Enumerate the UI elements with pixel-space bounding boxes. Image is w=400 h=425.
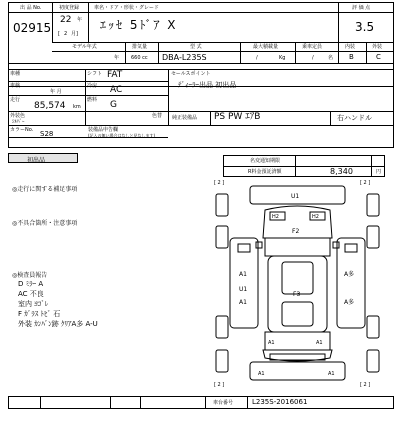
color-code-label: カラーNo. <box>10 127 34 133</box>
inspection-unit: 年 月 <box>50 89 62 95</box>
diag-h2-right: H2 <box>312 214 319 220</box>
inspection-title: ◎検査員報告 <box>12 272 48 279</box>
registration-year-unit: 年 <box>77 17 83 23</box>
diag-a1-mid: A1 <box>239 299 247 306</box>
model-year-label: モデル年式 <box>72 44 97 50</box>
supplement-title: ◎走行に関する補足事項 <box>12 186 78 193</box>
car-name: ｴｯｾ 5ﾄﾞｱ X <box>100 18 178 32</box>
displacement-value: 660 cc <box>131 55 148 61</box>
displacement-label: 排気量 <box>132 44 148 50</box>
first-registration-label: 初度登録 <box>59 5 80 11</box>
inspection-line: F ｶﾞﾗｽ ﾄﾋﾞ 石 <box>18 310 61 318</box>
recycle-label: R料金預託済額 <box>248 169 282 175</box>
payload-label: 最大積載量 <box>253 44 279 50</box>
diag-h2-left: H2 <box>272 214 279 220</box>
recycle-unit: 円 <box>376 169 382 175</box>
inspection-line: D ﾐﾗｰ A <box>18 280 44 288</box>
inspection-line: 外装 ｶﾝﾊﾞﾝ跡 ｸﾘｱA多 A-U <box>18 320 98 328</box>
inspection-lines <box>18 279 98 329</box>
equipment-warning-label: 装備品申告欄 <box>88 127 119 133</box>
capacity-unit: 名 <box>328 55 334 61</box>
inspection-label: 車検 <box>10 83 21 89</box>
interior-label: 内装 <box>345 44 356 50</box>
lot-number: 02915 <box>13 21 52 35</box>
recycle-value: 8,340 <box>330 167 353 176</box>
equipment-value: PS PW ｴｱB <box>214 112 261 122</box>
ac-value: AC <box>110 85 123 95</box>
model-year-unit: 年 <box>114 55 120 61</box>
mileage-label: 走行 <box>10 97 21 103</box>
inspection-line: 室内 ﾖｺﾞﾚ <box>18 300 49 308</box>
selling-point-label: セールスポイント <box>171 71 211 77</box>
diag-a1-bottom-left: A1 <box>258 371 265 377</box>
frame-number-label: 車台番号 <box>213 400 234 406</box>
month-open: [ <box>58 31 60 37</box>
mileage-unit: km <box>73 104 81 110</box>
frame-number-value: L235S-2016061 <box>252 398 308 406</box>
footer-frame <box>8 396 394 409</box>
category-label: 車種 <box>10 71 21 77</box>
payload-unit: Kg <box>279 55 286 61</box>
car-name-label: 車名・ドア・形状・グレード <box>94 5 159 11</box>
inspection-line: AC 不良 <box>18 290 44 298</box>
exterior-grade: C <box>376 53 381 61</box>
registration-year: 22 <box>60 15 72 25</box>
payload-sep: / <box>256 55 258 61</box>
color-change-label: 色替 <box>152 113 163 119</box>
diag-a-many-right2: A多 <box>344 299 355 306</box>
fuel-label: 燃料 <box>87 97 98 103</box>
diag-tag-br: [ 2 ] <box>360 382 371 388</box>
diag-f2: F2 <box>292 228 300 235</box>
equipment-warning-note: (記入の無い場合はなしと見なします) <box>88 133 156 138</box>
color-value: ｼﾙﾊﾞｰ <box>12 119 25 125</box>
diag-tag-tl: [ 2 ] <box>214 180 225 186</box>
diag-f3: F3 <box>293 291 301 298</box>
diag-u1-top: U1 <box>291 193 300 200</box>
diag-a1-bottom-right: A1 <box>328 371 335 377</box>
diag-tag-bl: [ 2 ] <box>214 382 225 388</box>
shift-label: シフト <box>87 71 103 77</box>
score-label: 評 価 点 <box>352 5 371 11</box>
first-listing-text: 初出品 <box>27 157 46 164</box>
color-code: S28 <box>40 130 54 138</box>
shift-value: FAT <box>107 70 123 80</box>
diag-u1-mid: U1 <box>239 286 248 293</box>
diag-tag-tr: [ 2 ] <box>360 180 371 186</box>
diag-a1-left: A1 <box>239 271 247 278</box>
mileage-value: 85,574 <box>34 101 66 111</box>
first-listing-badge <box>8 153 78 163</box>
capacity-sep: / <box>312 55 314 61</box>
diag-a-many-right: A多 <box>344 271 355 278</box>
model-code-value: DBA-L235S <box>162 53 207 62</box>
diag-a1-rear-left: A1 <box>268 340 275 346</box>
model-code-label: 型 式 <box>190 44 202 50</box>
lot-label: 出 品 No. <box>20 5 42 11</box>
interior-grade: B <box>349 53 354 61</box>
capacity-label: 乗車定員 <box>302 44 323 50</box>
diag-a1-rear-right: A1 <box>316 340 323 346</box>
steering-value: 右ハンドル <box>337 114 372 122</box>
exterior-label: 外装 <box>372 44 383 50</box>
registration-month: 2 <box>64 31 68 37</box>
name-change-label: 名変通知期限 <box>250 158 281 164</box>
selling-point-value: ﾃﾞｨｰﾗｰ出品 初出品 <box>178 81 237 89</box>
score-value: 3.5 <box>355 20 375 34</box>
car-diagram <box>210 178 385 388</box>
fuel-value: G <box>110 100 117 110</box>
ac-label: 冷房 <box>87 83 98 89</box>
color-label: 外装色 <box>10 113 26 119</box>
registration-month-unit: 月] <box>71 31 78 37</box>
equipment-label: 純正装備品 <box>172 115 198 121</box>
defect-title: ◎不具合箇所・注意事項 <box>12 220 78 227</box>
